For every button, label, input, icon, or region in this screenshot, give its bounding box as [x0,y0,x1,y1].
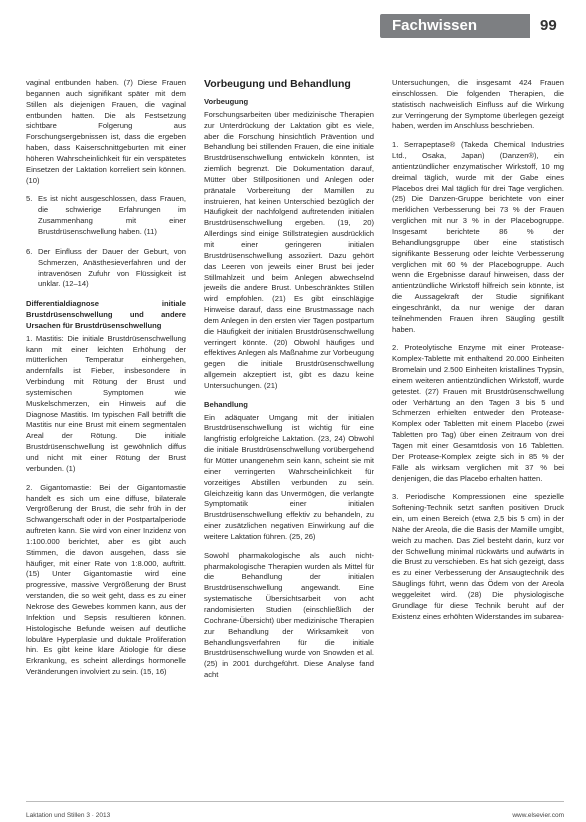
section-title: Vorbeugung und Behandlung [204,78,351,90]
footer-url: www.elsevier.com [512,812,564,819]
list-text: Es ist nicht ausgeschlossen, dass Frauen, die schwierige Erfahrungen im Zusammenhang mit einer Brustdrüsenschwellung haben. (11) [38,194,186,236]
list-text: Der Einfluss der Dauer der Geburt, von Schmerzen, Anästhesieverfahren und der intravenösen Zufuhr von Flüssigkeit ist unklar. (12–14) [38,246,186,289]
paragraph: Untersuchungen, die insgesamt 424 Frauen einschlossen. Die folgenden Therapien, die statistisch nachweislich Einfluss auf die Wirkung zur Verringerung der Symptome überlegen gezeigt haben, werden im Anschluss beschrieben. [392,78,564,131]
paragraph: 2. Gigantomastie: Bei der Gigantomastie handelt es sich um eine diffuse, bilaterale Vergrößerung der Brust, die sehr früh in der Schwangerschaft oder in der Postpartalperiode auftreten kann. Sie wird von einer Inzidenz von 1:100.000 berichtet, aber es gibt auch Stimmen, die davon ausgehen, dass sie häufiger, mit einer Rate von 1:8.000, auftritt. (15) Unter Gigantomastie wird eine progressive, massive Vergrößerung der Brust verstanden, die so weit geht, dass es zu einer Nekrose des Gewebes kommen kann, aus der Infektion und Sepsis resultieren können. Histologische Befunde weisen auf deutliche lobuläre Hyperplasie und duktale Proliferation hin. Es gibt keine klare Ätiologie für diese Erkrankung, es scheint allerdings hormonelle Veränderungen involviert zu sein. (15, 16) [26,482,186,677]
paragraph: Ein adäquater Umgang mit der initialen Brustdrüsenschwellung ist wichtig für eine langfristig erfolgreiche Laktation. (23, 24) Obwohl die initiale Brustdrüsenschwellung vorübergehend für Mütter unangenehm sein kann, scheint sie mit einer verringerten Wahrscheinlichkeit für vorzeitiges Abstillen verbunden zu sein. Gleichzeitig kann das Unvermögen, die verlangte Symptomatik einer initialen Brustdrüsenschwellung effektiv zu behandeln, zu einer zusätzlichen negativen Einwirkung auf die weitere Laktation führen. (25, 26) [204,412,374,541]
page-number: 99 [540,17,557,34]
paragraph: Forschungsarbeiten über medizinische Therapien zur Unterdrückung der Laktation gibt es viele, aber die Forschung hinsichtlich Prävention und Behandlung bei stillenden Frauen, die eine initiale Brustdrüsenschwellung entwickeln könnten, ist ziemlich begrenzt. Die Dokumentation darauf, Mütter über Stillpositionen und Anlegen oder pränatale Vorbereitung der Mamillen zu instruieren, hat keinen Unterschied bezüglich der Häufigkeit der nachfolgend auftretenden initialen Brustdrüsenschwellung ergeben. (19, 20) Allerdings sind einige Stillstrategien ausdrücklich mit einer geringeren initialen Brustdrüsenschwellung assoziiert. Dazu gehört das Leeren von jeweils einer Brust bei jeder Stillmahlzeit und beim Anlegen abwechselnd jeweils die andere Brust. Unbeschränktes Stillen wird empfohlen. (21) Es gibt einschlägige Hinweise darauf, dass eine Brustmassage nach dem Anlegen in den ersten vier Tagen postpartum die Häufigkeit der initialen Brustdrüsenschwellung verringert könnte. (20) Obwohl häufiges und effektives Anlegen als Maßnahme zur Vorbeugung gegen die initiale Brustdrüsenschwellung allgemein akzeptiert ist, gibt es dazu keine Untersuchungen. (21) [204,109,374,390]
list-number: 6. [26,246,33,256]
footer-journal: Laktation und Stillen 3 · 2013 [26,812,111,819]
paragraph: 1. Mastitis: Die initiale Brustdrüsenschwellung kann mit einer leichten Erhöhung der mütterlichen Temperatur einhergehen, andernfalls ist Fieber, insbesondere in Verbindung mit Rötung der Brust und systemischen Symptomen wie Muskelschmerzen, ein Hinweis auf die Diagnose Mastitis. Im typischen Fall betrifft die Mastitis nur eine Brust mit einem segmentalen Areal der Rötung. Die initiale Brustdrüsenschwellung ist gewöhnlich diffus und nicht mit einer Rötung der Brust verbunden. (1) [26,333,186,473]
paragraph: Sowohl pharmakologische als auch nicht-pharmakologische Therapien wurden als Mittel für die Behandlung der initialen Brustdrüsenschwellung angewandt. Eine systematische Übersichtsarbeit von acht randomisierten Studien (einschließlich der Cochrane-Übersicht) über medizinische Therapien zur Behandlung der Wirksamkeit von Behandlungsverfahren für die initiale Brustdrüsenschwellung wurde von Snowden et al. (25) in 2001 durchgeführt. Diese Analyse fand acht [204,550,374,680]
subheading: Behandlung [204,399,248,409]
list-item [26,247,186,290]
column-middle [204,78,374,784]
paragraph: vaginal entbunden haben. (7) Diese Frauen begannen auch signifikant später mit dem Stillen als diejenigen Frauen, die vaginal entbunden hatten. Die als Festsetzung sichtbare Folgerung aus Forschungsergebnissen ist, dass die ergeben haben, dass Kaiserschnittgeburten mit einer höheren Wahrscheinlichkeit für ein verspätetes Einsetzen der Laktation korreliert sein können. (10) [26,78,186,185]
footer-divider [26,801,564,802]
column-right [392,78,564,784]
column-left [26,78,186,784]
list-number: 5. [26,194,33,204]
list-item [26,194,186,237]
subheading: Vorbeugung [204,97,249,106]
list-item: 2. Proteolytische Enzyme mit einer Protease-Komplex-Tablette mit enthaltend 20.000 Einheiten Bromelain und 2.500 Einheiten kristallines Trypsin, einem weiteren antientzündlichen Wirkstoff, wurde getestet. (27) Frauen mit Brustdrüsenschwellung oder Verhärtung an den Tagen 3 bis 5 und Schmerzen erhielten entweder den Protease-Komplex oder Tabletten mit einem Placebo (zwei Tabletten pro Tag) über einen Zeitraum von drei Tagen mit einer Gesamtdosis von 16 Tabletten. Der Protease-Komplex zeigte sich in 85 % der Fälle als wirksam verglichen mit 37 % bei denjenigen, die das Placebo erhalten hatten. [392,343,564,483]
list-item: 1. Serrapeptase® (Takeda Chemical Industries Ltd., Osaka, Japan) (Danzen®), ein antientzündlicher enzymatischer Wirkstoff, 10 mg dreimal täglich, wurde mit der Gabe eines Placebos drei Mal täglich für drei Tage verglichen. (25) Die Danzen-Gruppe berichtete von einer merklichen Verbesserung bei 73 % der Frauen verglichen mit nur 3 % in der Placebogruppe. Insgesamt berichtete 86 % der Behandlungsgruppe über eine statistisch signifikante Besserung oder leichte Verbesserung verglichen mit 60 % der Placebogruppe. Auch wenn die Ergebnisse darauf hinweisen, dass der antientzündliche Wirkstoff hilfreich sein könnte, ist die Aussagekraft der Studie signifikant eingeschränkt, da nur wenige der daran teilnehmenden Frauen ihren Säugling gestillt haben. [392,140,564,334]
subheading: Differentialdiagnose initiale Brustdrüsenschwellung und andere Ursachen für Brustdrüsenschwellung [26,299,186,330]
page-header [380,14,586,38]
list-item: 3. Periodische Kompressionen eine spezielle Softening-Technik setzt sanften positiven Druck ein, um einen Bereich (etwa 2,5 bis 5 cm) in der Nähe der Areola, die die Basis der Mamille umgibt, weich zu machen. Das Ziel besteht darin, kurz vor der Schwellung minimal rückwärts und aufwärts in die Brust zu verschieben. Es hat sich gezeigt, dass es zu einer Verbesserung der Ansaugtechnik des Säuglings führt, wenn das Ödem von der Areola weggeleitet wird. (28) Die physiologische Grundlage für diese Technik beruht auf der Existenz eines erhöhten Widerstandes im subarea- [392,492,564,621]
section-tab: Fachwissen [380,14,530,38]
